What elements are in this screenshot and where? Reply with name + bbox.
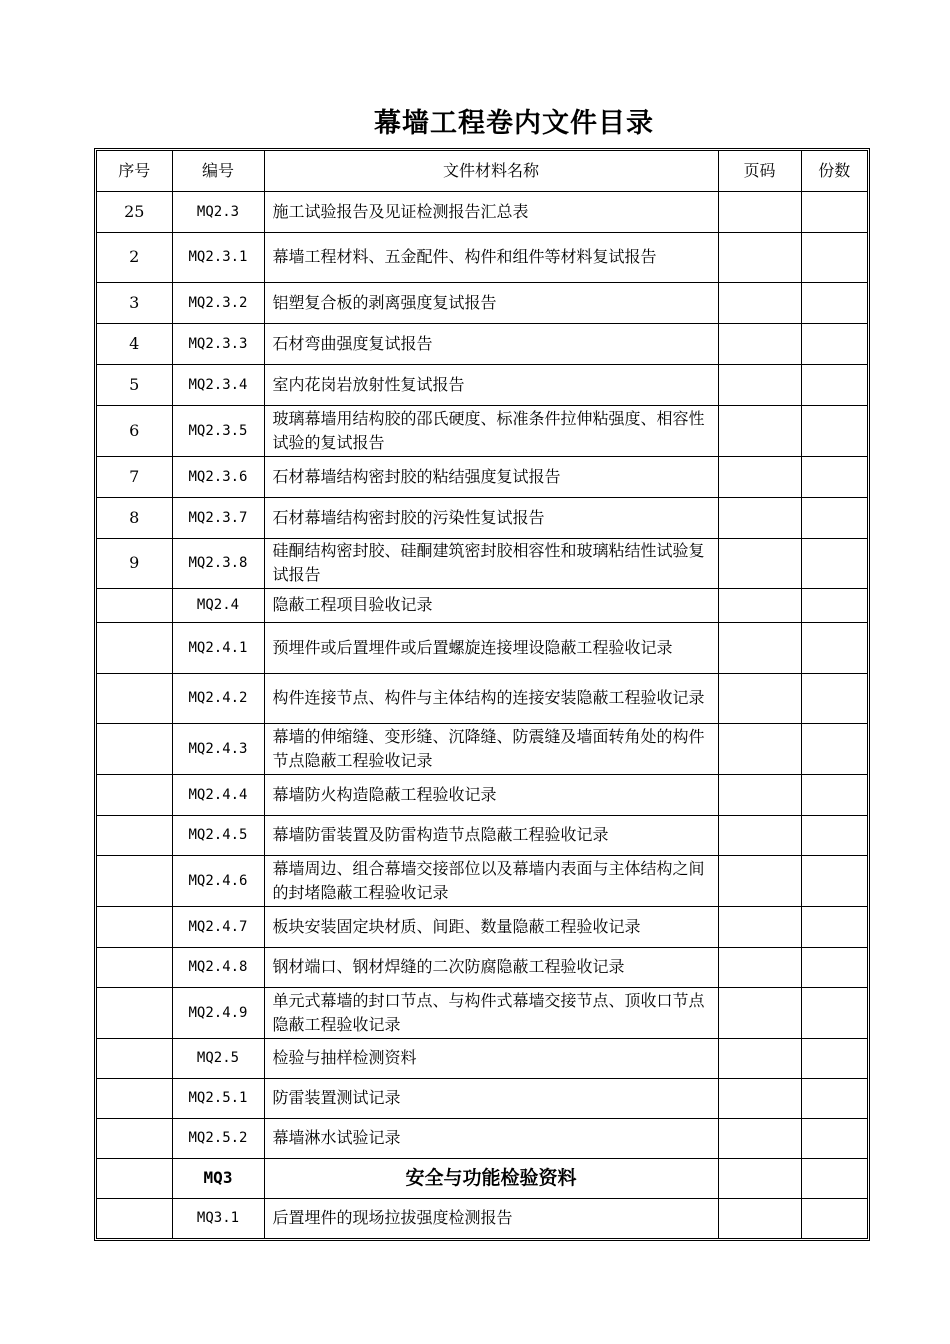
row-page xyxy=(718,1038,801,1078)
header-page: 页码 xyxy=(718,151,801,191)
row-seq: 4 xyxy=(97,323,172,364)
row-copies xyxy=(801,1038,867,1078)
table-row xyxy=(97,673,867,723)
row-seq xyxy=(97,673,172,723)
table-row xyxy=(97,1038,867,1078)
row-name: 室内花岗岩放射性复试报告 xyxy=(264,364,718,405)
row-code: MQ2.4.1 xyxy=(172,622,264,673)
row-page xyxy=(718,456,801,497)
page-title: 幕墙工程卷内文件目录 xyxy=(374,108,654,139)
header-seq: 序号 xyxy=(97,151,172,191)
table-row xyxy=(97,538,867,588)
row-code: MQ2.4.6 xyxy=(172,855,264,906)
row-seq xyxy=(97,1118,172,1158)
table-row xyxy=(97,282,867,323)
table-row xyxy=(97,456,867,497)
row-seq: 6 xyxy=(97,405,172,456)
row-code: MQ2.5.2 xyxy=(172,1118,264,1158)
table-row xyxy=(97,815,867,855)
row-code: MQ2.3.3 xyxy=(172,323,264,364)
row-code: MQ2.4.7 xyxy=(172,906,264,947)
row-page xyxy=(718,405,801,456)
row-name: 石材幕墙结构密封胶的污染性复试报告 xyxy=(264,497,718,538)
row-page xyxy=(718,855,801,906)
table-row xyxy=(97,1078,867,1118)
row-name: 钢材端口、钢材焊缝的二次防腐隐蔽工程验收记录 xyxy=(264,947,718,987)
row-code: MQ3.1 xyxy=(172,1198,264,1238)
row-name: 幕墙淋水试验记录 xyxy=(264,1118,718,1158)
row-copies xyxy=(801,947,867,987)
row-page xyxy=(718,588,801,622)
header-row xyxy=(97,151,867,191)
row-seq: 8 xyxy=(97,497,172,538)
row-page xyxy=(718,1118,801,1158)
row-copies xyxy=(801,588,867,622)
row-seq: 9 xyxy=(97,538,172,588)
row-copies xyxy=(801,405,867,456)
row-page xyxy=(718,232,801,282)
row-seq: 25 xyxy=(97,191,172,232)
row-name: 防雷装置测试记录 xyxy=(264,1078,718,1118)
row-page xyxy=(718,906,801,947)
table-row xyxy=(97,906,867,947)
row-page xyxy=(718,282,801,323)
row-seq: 7 xyxy=(97,456,172,497)
table-row xyxy=(97,588,867,622)
header-name: 文件材料名称 xyxy=(264,151,718,191)
table-row xyxy=(97,947,867,987)
row-copies xyxy=(801,1078,867,1118)
table-row xyxy=(97,987,867,1038)
row-seq xyxy=(97,906,172,947)
table-row xyxy=(97,497,867,538)
row-page xyxy=(718,673,801,723)
row-name: 幕墙周边、组合幕墙交接部位以及幕墙内表面与主体结构之间的封堵隐蔽工程验收记录 xyxy=(264,855,718,906)
table-row xyxy=(97,855,867,906)
row-copies xyxy=(801,282,867,323)
table-row xyxy=(97,323,867,364)
row-seq xyxy=(97,1158,172,1198)
row-name: 隐蔽工程项目验收记录 xyxy=(264,588,718,622)
row-name: 幕墙防雷装置及防雷构造节点隐蔽工程验收记录 xyxy=(264,815,718,855)
table-row xyxy=(97,1118,867,1158)
row-name: 铝塑复合板的剥离强度复试报告 xyxy=(264,282,718,323)
row-page xyxy=(718,947,801,987)
row-copies xyxy=(801,622,867,673)
row-name: 硅酮结构密封胶、硅酮建筑密封胶相容性和玻璃粘结性试验复试报告 xyxy=(264,538,718,588)
row-name: 幕墙防火构造隐蔽工程验收记录 xyxy=(264,774,718,815)
row-copies xyxy=(801,1118,867,1158)
row-code: MQ2.4.4 xyxy=(172,774,264,815)
row-page xyxy=(718,723,801,774)
row-code: MQ2.5 xyxy=(172,1038,264,1078)
row-copies xyxy=(801,673,867,723)
table-row xyxy=(97,723,867,774)
row-name: 石材弯曲强度复试报告 xyxy=(264,323,718,364)
row-page xyxy=(718,774,801,815)
row-page xyxy=(718,497,801,538)
table-row xyxy=(97,191,867,232)
row-copies xyxy=(801,456,867,497)
row-seq: 5 xyxy=(97,364,172,405)
row-page xyxy=(718,1158,801,1198)
row-code: MQ2.5.1 xyxy=(172,1078,264,1118)
catalog-table xyxy=(97,151,867,1238)
row-code: MQ2.4.2 xyxy=(172,673,264,723)
row-code: MQ2.3.6 xyxy=(172,456,264,497)
row-code: MQ2.4.9 xyxy=(172,987,264,1038)
row-seq xyxy=(97,1078,172,1118)
row-copies xyxy=(801,232,867,282)
table-row xyxy=(97,1198,867,1238)
row-page xyxy=(718,987,801,1038)
row-code: MQ2.3.8 xyxy=(172,538,264,588)
row-name: 玻璃幕墙用结构胶的邵氏硬度、标准条件拉伸粘强度、相容性试验的复试报告 xyxy=(264,405,718,456)
row-name: 构件连接节点、构件与主体结构的连接安装隐蔽工程验收记录 xyxy=(264,673,718,723)
table-row xyxy=(97,405,867,456)
row-seq xyxy=(97,815,172,855)
header-code: 编号 xyxy=(172,151,264,191)
row-code: MQ2.3.2 xyxy=(172,282,264,323)
row-seq xyxy=(97,723,172,774)
row-name: 石材幕墙结构密封胶的粘结强度复试报告 xyxy=(264,456,718,497)
row-seq xyxy=(97,588,172,622)
row-name: 安全与功能检验资料 xyxy=(264,1158,718,1198)
table-row xyxy=(97,364,867,405)
row-seq: 3 xyxy=(97,282,172,323)
row-copies xyxy=(801,1158,867,1198)
row-seq xyxy=(97,774,172,815)
catalog-table-frame xyxy=(94,148,870,1241)
table-row xyxy=(97,774,867,815)
row-copies xyxy=(801,906,867,947)
row-seq: 2 xyxy=(97,232,172,282)
row-copies xyxy=(801,364,867,405)
row-page xyxy=(718,815,801,855)
row-code: MQ2.3.5 xyxy=(172,405,264,456)
row-seq xyxy=(97,622,172,673)
row-name: 施工试验报告及见证检测报告汇总表 xyxy=(264,191,718,232)
row-seq xyxy=(97,1038,172,1078)
row-code: MQ3 xyxy=(172,1158,264,1198)
row-page xyxy=(718,1198,801,1238)
row-code: MQ2.4.3 xyxy=(172,723,264,774)
row-copies xyxy=(801,323,867,364)
row-code: MQ2.4 xyxy=(172,588,264,622)
row-page xyxy=(718,622,801,673)
row-page xyxy=(718,364,801,405)
table-row xyxy=(97,622,867,673)
row-code: MQ2.4.8 xyxy=(172,947,264,987)
row-copies xyxy=(801,774,867,815)
row-copies xyxy=(801,815,867,855)
row-copies xyxy=(801,855,867,906)
row-code: MQ2.3.7 xyxy=(172,497,264,538)
row-name: 幕墙的伸缩缝、变形缝、沉降缝、防震缝及墙面转角处的构件节点隐蔽工程验收记录 xyxy=(264,723,718,774)
row-code: MQ2.3.1 xyxy=(172,232,264,282)
row-name: 单元式幕墙的封口节点、与构件式幕墙交接节点、顶收口节点隐蔽工程验收记录 xyxy=(264,987,718,1038)
row-page xyxy=(718,323,801,364)
row-copies xyxy=(801,987,867,1038)
row-name: 板块安装固定块材质、间距、数量隐蔽工程验收记录 xyxy=(264,906,718,947)
row-copies xyxy=(801,538,867,588)
row-name: 检验与抽样检测资料 xyxy=(264,1038,718,1078)
row-seq xyxy=(97,947,172,987)
row-copies xyxy=(801,191,867,232)
row-copies xyxy=(801,723,867,774)
row-code: MQ2.3.4 xyxy=(172,364,264,405)
row-seq xyxy=(97,987,172,1038)
row-copies xyxy=(801,497,867,538)
row-page xyxy=(718,1078,801,1118)
table-row xyxy=(97,232,867,282)
table-row xyxy=(97,1158,867,1198)
row-code: MQ2.4.5 xyxy=(172,815,264,855)
row-copies xyxy=(801,1198,867,1238)
row-page xyxy=(718,538,801,588)
row-seq xyxy=(97,1198,172,1238)
row-page xyxy=(718,191,801,232)
row-seq xyxy=(97,855,172,906)
header-copies: 份数 xyxy=(801,151,867,191)
row-code: MQ2.3 xyxy=(172,191,264,232)
row-name: 预埋件或后置埋件或后置螺旋连接埋设隐蔽工程验收记录 xyxy=(264,622,718,673)
row-name: 幕墙工程材料、五金配件、构件和组件等材料复试报告 xyxy=(264,232,718,282)
row-name: 后置埋件的现场拉拔强度检测报告 xyxy=(264,1198,718,1238)
